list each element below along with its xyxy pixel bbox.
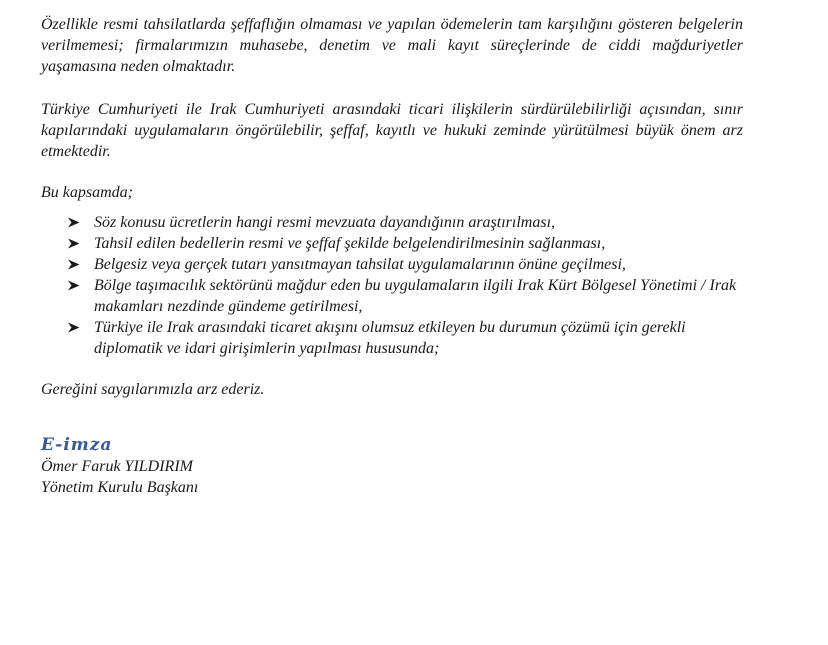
signatory-name: Ömer Faruk YILDIRIM xyxy=(41,458,193,475)
closing-line: Gereğini saygılarımızla arz ederiz. xyxy=(41,381,265,398)
arrowhead-bullet-icon xyxy=(67,217,80,228)
paragraph-trade-relations: Türkiye Cumhuriyeti ile Irak Cumhuriyeti arasındaki ticari ilişkilerin sürdürülebilirliği açısından, sınır kapılarındaki uygulamaların öngörülebilir, şeffaf, kayıtlı ve hukuki zeminde yürütülmesi büyük önem arz etmektedir. xyxy=(41,101,743,160)
paragraph-scope-intro: Bu kapsamda; xyxy=(41,184,133,201)
arrowhead-bullet-icon xyxy=(67,322,80,333)
list-item xyxy=(67,275,743,317)
paragraph-transparency: Özellikle resmi tahsilatlarda şeffaflığın olmaması ve yapılan ödemelerin tam karşılığını gösteren belgelerin verilmemesi; firmalarımızın muhasebe, denetim ve mali kayıt süreçlerinde de ciddi mağduriyetler yaşamasına neden olmaktadır. xyxy=(41,16,743,75)
request-list xyxy=(41,212,743,359)
list-item xyxy=(67,233,743,254)
e-signature-mark: E-imza xyxy=(41,435,113,455)
list-item-text: Söz konusu ücretlerin hangi resmi mevzuata dayandığının araştırılması, xyxy=(94,214,556,231)
arrowhead-bullet-icon xyxy=(67,238,80,249)
list-item xyxy=(67,212,743,233)
list-item-text: Bölge taşımacılık sektörünü mağdur eden bu uygulamaların ilgili Irak Kürt Bölgesel Yönetimi / Irak makamları nezdinde gündeme getirilmesi, xyxy=(94,277,737,315)
arrowhead-bullet-icon xyxy=(67,259,80,270)
list-item-text: Türkiye ile Irak arasındaki ticaret akışını olumsuz etkileyen bu durumun çözümü için gerekli diplomatik ve idari girişimlerin yapılması hususunda; xyxy=(94,319,686,357)
list-item xyxy=(67,317,743,359)
letter-body xyxy=(41,14,743,498)
list-item-text: Tahsil edilen bedellerin resmi ve şeffaf şekilde belgelendirilmesinin sağlanması, xyxy=(94,235,606,252)
signatory-title: Yönetim Kurulu Başkanı xyxy=(41,479,199,496)
list-item xyxy=(67,254,743,275)
arrowhead-bullet-icon xyxy=(67,280,80,291)
list-item-text: Belgesiz veya gerçek tutarı yansıtmayan tahsilat uygulamalarının önüne geçilmesi, xyxy=(94,256,626,273)
